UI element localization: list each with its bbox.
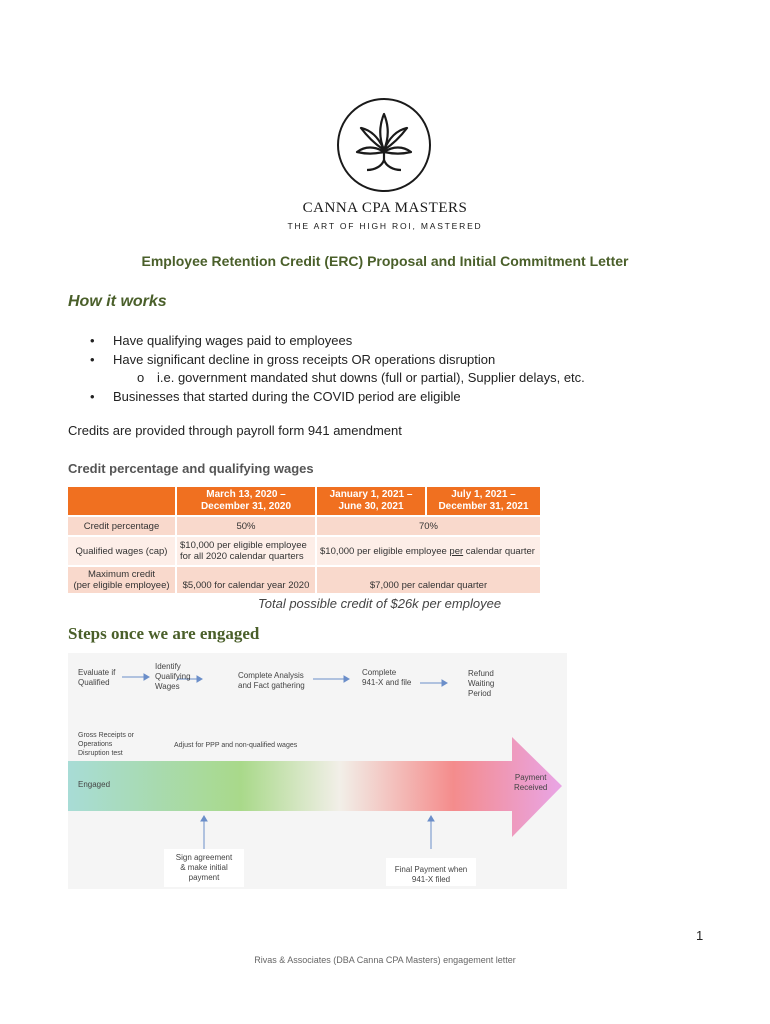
list-item — [90, 369, 585, 388]
table-row — [68, 536, 540, 566]
page-footer: Rivas & Associates (DBA Canna CPA Masters) engagement letter — [254, 955, 516, 965]
timeline-arrow — [68, 737, 562, 837]
flow-step-refund: Refund Waiting Period — [468, 669, 495, 698]
list-item-text: Businesses that started during the COVID period are eligible — [113, 388, 461, 404]
table-header-row — [68, 487, 540, 516]
list-item — [90, 388, 585, 407]
total-credit-note: Total possible credit of $26k per employee — [258, 596, 502, 611]
table-cell-text: $10,000 per eligible employee — [320, 545, 450, 557]
list-item-text: Have significant decline in gross receipts OR operations disruption — [113, 351, 496, 367]
table-cell: $7,000 per calendar quarter — [316, 566, 540, 593]
brand-tagline: THE ART OF HIGH ROI, MASTERED — [287, 221, 483, 231]
gross-receipts-label: Gross Receipts or Operations Disruption test — [78, 732, 135, 757]
list-item-text: i.e. government mandated shut downs (full or partial), Supplier delays, etc. — [157, 370, 585, 385]
steps-heading: Steps once we are engaged — [68, 624, 260, 643]
credit-table — [68, 487, 540, 593]
table-header-empty — [68, 487, 176, 516]
list-item — [90, 332, 585, 351]
table-cell-text: calendar quarter — [463, 545, 535, 557]
table-row-label: Credit percentage — [68, 516, 176, 536]
cannabis-leaf-icon — [339, 100, 429, 190]
how-it-works-list — [90, 332, 585, 406]
bullet-marker: • — [90, 388, 95, 404]
how-it-works-heading: How it works — [68, 293, 167, 310]
table-row — [68, 516, 540, 536]
list-item-text: Have qualifying wages paid to employees — [113, 333, 353, 348]
adjust-label: Adjust for PPP and non-qualified wages — [174, 742, 298, 749]
table-cell: $5,000 for calendar year 2020 — [176, 566, 316, 593]
brand-name: CANNA CPA MASTERS — [302, 200, 468, 216]
credits-note: Credits are provided through payroll form 941 amendment — [68, 423, 402, 438]
table-header-cell: July 1, 2021 – December 31, 2021 — [426, 487, 540, 516]
table-cell — [316, 536, 540, 566]
table-cell-underlined: per — [449, 545, 464, 557]
payment-received-label: Payment Received — [514, 773, 548, 792]
table-cell: 50% — [176, 516, 316, 536]
table-cell: $10,000 per eligible employee for all 2020 calendar quarters — [176, 536, 316, 566]
table-header-cell: March 13, 2020 – December 31, 2020 — [176, 487, 316, 516]
sign-agreement-label: Sign agreement & make initial payment — [175, 853, 233, 882]
document-title: Employee Retention Credit (ERC) Proposal and Initial Commitment Letter — [141, 253, 629, 269]
table-row-label: Qualified wages (cap) — [68, 536, 176, 566]
page-number: 1 — [696, 928, 704, 943]
list-item — [90, 351, 585, 370]
table-header-cell: January 1, 2021 – June 30, 2021 — [316, 487, 426, 516]
credit-table-heading: Credit percentage and qualifying wages — [68, 461, 314, 476]
flow-step-identify: Identify Qualifying Wages — [155, 662, 191, 691]
logo-circle — [337, 98, 431, 192]
engaged-label: Engaged — [78, 780, 111, 789]
flow-step-941x: Complete 941-X and file — [362, 668, 412, 687]
table-row-label: Maximum credit (per eligible employee) — [68, 566, 176, 593]
final-payment-label: Final Payment when 941-X filed — [394, 865, 468, 884]
bullet-marker: o — [137, 370, 145, 385]
flow-step-evaluate: Evaluate if Qualified — [78, 668, 116, 687]
bullet-marker: • — [90, 351, 95, 367]
table-row — [68, 566, 540, 593]
flow-step-analysis: Complete Analysis and Fact gathering — [238, 671, 305, 690]
process-diagram — [68, 653, 567, 889]
table-cell: 70% — [316, 516, 540, 536]
bullet-marker: • — [90, 333, 95, 348]
